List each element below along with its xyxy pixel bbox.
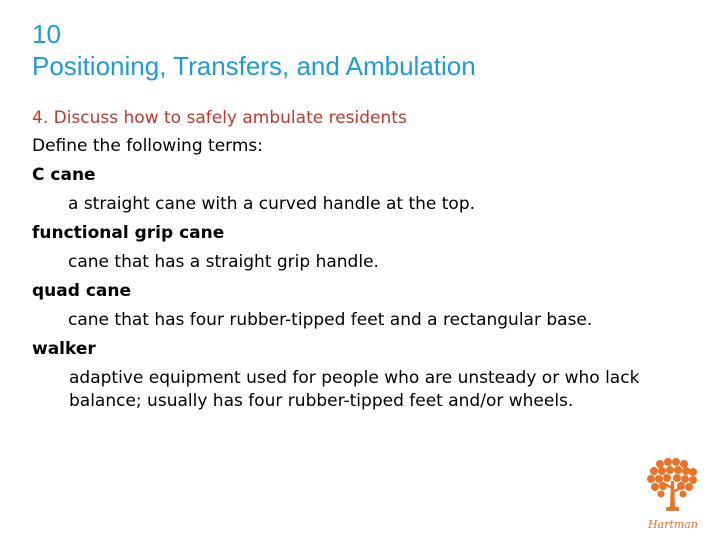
learning-objective: 4. Discuss how to safely ambulate residents <box>32 108 407 128</box>
logo-wordmark: Hartman <box>648 518 698 531</box>
definition-walker: adaptive equipment used for people who are unsteady or who lack balance; usually has four rubber-tipped feet and/or wheels. <box>69 368 640 411</box>
intro-text: Define the following terms: <box>32 136 263 156</box>
tree-trunk <box>670 481 675 507</box>
slide-content <box>32 104 702 413</box>
term-c-cane: C cane <box>32 165 96 185</box>
tree-of-hearts-logo-icon <box>640 455 706 533</box>
term-quad-cane: quad cane <box>32 281 132 301</box>
term-walker: walker <box>32 339 96 359</box>
term-functional-grip-cane: functional grip cane <box>32 223 225 243</box>
chapter-title: Positioning, Transfers, and Ambulation <box>32 51 476 81</box>
definition-quad-cane: cane that has four rubber-tipped feet and a rectangular base. <box>68 310 593 330</box>
definition-c-cane: a straight cane with a curved handle at the top. <box>68 194 476 214</box>
chapter-number: 10 <box>32 19 61 49</box>
slide-title <box>32 18 476 82</box>
definition-functional-grip-cane: cane that has a straight grip handle. <box>68 252 379 272</box>
